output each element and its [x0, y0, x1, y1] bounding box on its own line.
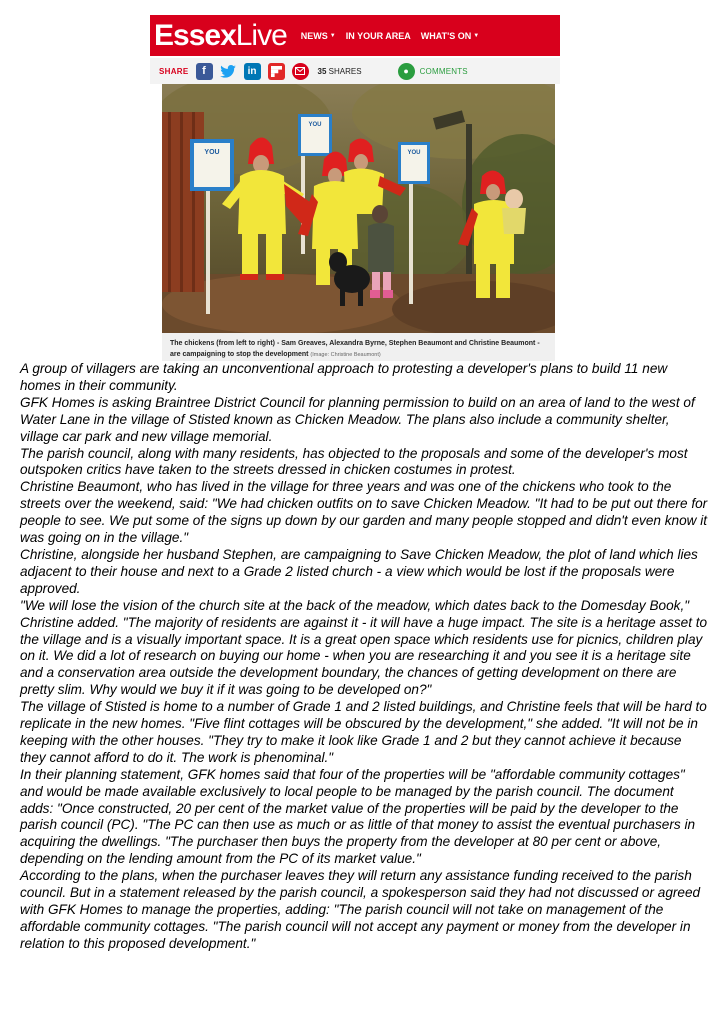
- site-header: [150, 15, 560, 56]
- article-photo: [162, 84, 555, 333]
- article-paragraph: The parish council, along with many residents, has objected to the proposals and some of the developer's most outspoken critics have taken to the streets dressed in chicken costumes in protest.: [20, 445, 688, 478]
- main-nav: [301, 31, 479, 41]
- article-paragraph: GFK Homes is asking Braintree District Council for planning permission to build on an area of land to the west of Water Lane in the village of Stisted known as Chicken Meadow. The plans also include a community shelter, village car park and new village memorial.: [20, 394, 695, 444]
- comments-link[interactable]: [398, 63, 468, 80]
- facebook-icon[interactable]: f: [196, 63, 213, 80]
- article-paragraph: The village of Stisted is home to a number of Grade 1 and 2 listed buildings, and Christine feels that will be hard to replicate in the new homes. "Five flint cottages will be obscured by the development," she added. "It will not be in keeping with the other houses. "They try to make it look like Grade 1 and 2 but they cannot achieve it because they cannot afford to do it. The work is phenominal.": [20, 699, 707, 765]
- site-logo[interactable]: [150, 18, 287, 52]
- comments-label: COMMENTS: [419, 66, 468, 76]
- sign-text: YOU: [204, 149, 220, 156]
- twitter-icon[interactable]: [220, 63, 237, 80]
- share-count-number: 35: [317, 66, 327, 76]
- photo-credit: (Image: Christine Beaumont): [310, 352, 381, 358]
- nav-whats-on-label: WHAT'S ON: [420, 30, 472, 41]
- nav-news[interactable]: [301, 31, 336, 41]
- article-paragraph: Christine Beaumont, who has lived in the village for three years and was one of the chickens who took to the streets over the weekend, said: "We had chicken outfits on to save Chicken Meadow. "It had to be put out there for people to see. We put some of the signs up down by our garden and many people stopped and didn't even know it was going on in the village.": [20, 479, 708, 546]
- sign-text: YOU: [407, 150, 421, 156]
- nav-in-your-area[interactable]: [346, 31, 411, 41]
- sign-text: YOU: [308, 122, 322, 128]
- chevron-down-icon: ▼: [329, 32, 336, 39]
- email-icon[interactable]: [292, 63, 309, 80]
- share-count-label: SHARES: [328, 66, 362, 76]
- nav-whats-on[interactable]: [421, 31, 479, 41]
- photo-caption-box: [162, 333, 555, 361]
- nav-news-label: NEWS: [300, 30, 328, 41]
- article-paragraph: In their planning statement, GFK homes said that four of the properties will be "affordable community cottages" and would be made available exclusively to local people to be managed by the parish council. The document adds: "Once constructed, 20 per cent of the market value of the properties will be paid by the developer to the parish council (PC). "The PC can then use as much or as little of that money to assist the eventual purchasers in acquiring the dwellings. "The purchaser then buys the property from the developer at 80 per cent or above, depending on the lending amount from the PC of its market value.": [20, 766, 696, 867]
- article-paragraph: "We will lose the vision of the church site at the back of the meadow, which dates back to the Domesday Book," Christine added. "The majority of residents are against it - it will have a huge impact. The site is a heritage asset to the village and is a visually important space. It is a great open space which residents use for picnics, children play on it. We did a lot of research on buying our home - when you are researching it and you see it is a heritage site and a conservation area outside the development boundary, the chances of getting development on there are pretty slim. Why would we buy it if it was going to be developed on?": [20, 597, 708, 698]
- photo-caption: [170, 338, 548, 361]
- article-body: [20, 361, 710, 953]
- article-paragraph: A group of villagers are taking an unconventional approach to protesting a developer's plans to build 11 new homes in their community.: [20, 361, 668, 393]
- comment-bubble-icon: ●: [398, 63, 415, 80]
- logo-part-live: Live: [235, 18, 287, 52]
- linkedin-icon[interactable]: in: [244, 63, 261, 80]
- share-count: [318, 67, 362, 76]
- article-paragraph: Christine, alongside her husband Stephen, are campaigning to Save Chicken Meadow, the plot of land which lies adjacent to their house and next to a Grade 2 listed church - a view which would be lost if the proposals were approved.: [20, 546, 698, 596]
- article-paragraph: According to the plans, when the purchaser leaves they will return any assistance funding received to the parish council. But in a statement released by the parish council, a spokesperson said they had not discussed or agreed with GFK Homes to manage the properties, adding: "The parish council will not take on management of the affordable community cottages. "The parish council will not accept any payment or money from the developer in relation to this proposed development.": [20, 868, 701, 951]
- nav-in-your-area-label: IN YOUR AREA: [345, 30, 411, 41]
- share-bar: [150, 58, 560, 84]
- flipboard-icon[interactable]: [268, 63, 285, 80]
- chevron-down-icon: ▼: [473, 32, 480, 39]
- photo-caption-text: The chickens (from left to right) - Sam Greaves, Alexandra Byrne, Stephen Beaumont and Christine Beaumont - are campaigning to stop the development: [170, 340, 540, 358]
- share-label: SHARE: [159, 66, 189, 76]
- logo-part-essex: Essex: [154, 18, 236, 52]
